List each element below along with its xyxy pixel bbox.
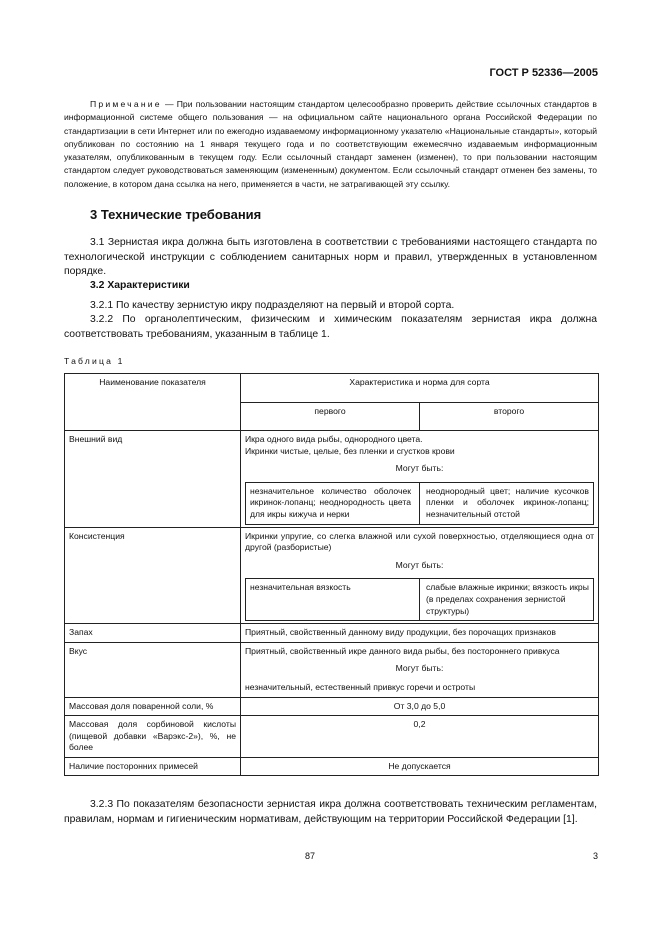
smell-value: Приятный, свойственный данному виду продукции, без порочащих признаков (241, 624, 599, 643)
standard-code: ГОСТ Р 52336—2005 (489, 67, 598, 79)
row-values (241, 642, 599, 697)
appearance-first: незначительное количество оболочек икринок-лопанц; неоднородность цвета для икры кижуча и нерки (246, 482, 420, 524)
appearance-second: неоднородный цвет; наличие кусочков пленки и оболочек икринок-лопанц; незначительный отстой (420, 482, 594, 524)
taste-common: Приятный, свойственный икре данного вида рыбы, без постороннего привкуса (245, 645, 560, 656)
row-name: Массовая доля поваренной соли, % (65, 697, 241, 716)
consistency-second: слабые влажные икринки; вязкость икры (в пределах сохранения зернистой структуры) (420, 579, 594, 621)
table-row (65, 624, 599, 643)
sorbic-value: 0,2 (241, 716, 599, 758)
paragraph-3-2-1: 3.2.1 По качеству зернистую икру подразделяют на первый и второй сорта. (90, 300, 455, 311)
table-caption: Таблица 1 (64, 356, 125, 366)
taste-may: Могут быть: (395, 663, 444, 674)
impurities-value: Не допускается (241, 757, 599, 776)
footer-page-number: 87 (305, 851, 316, 861)
note-label: Примечание (90, 99, 162, 109)
subsection-heading: 3.2 Характеристики (90, 280, 190, 291)
row-name: Запах (65, 624, 241, 643)
appearance-line-1: Икра одного вида рыбы, однородного цвета. (245, 434, 423, 444)
row-values (241, 431, 599, 528)
note-text: — При пользовании настоящим стандартом целесообразно проверить действие ссылочных стандартов в информационной системе общего пользования — на официальном сайте национального органа Российской Федерации по стандартизации в сети Интернет или по ежегодно издаваемому информационному указателю «Национальные стандарты», который опубликован по состоянию на 1 января текущего года и по соответствующим ежемесячно издаваемым информационным указателям, опубликованным в текущем году. Если ссылочный стандарт заменен (изменен), то при пользовании настоящим стандартом следует руководствоваться заменяющим (измененным) документом. Если ссылочный стандарт отменен без замены, то положение, в котором дана ссылка на него, применяется в части, не затрагивающей эту ссылку. (64, 99, 597, 189)
row-name: Массовая доля сорбиновой кислоты (пищевой добавки «Варэкс-2»), %, не более (65, 716, 241, 758)
row-name: Наличие посторонних примесей (65, 757, 241, 776)
table-row (65, 642, 599, 697)
row-name: Внешний вид (65, 431, 241, 528)
footer-sheet-number: 3 (592, 851, 598, 861)
paragraph-3-2-3: 3.2.3 По показателям безопасности зернистая икра должна соответствовать техническим регламентам, правилам, нормам и гигиеническим нормативам, действующим на территории Российской Федерации [1]. (64, 799, 597, 825)
note-paragraph (64, 98, 597, 191)
table-row (65, 527, 599, 624)
table-header-row (65, 374, 599, 403)
header-characteristic: Характеристика и норма для сорта (241, 374, 599, 403)
paragraph-3-1: 3.1 Зернистая икра должна быть изготовлена в соответствии с требованиями настоящего стандарта по технологической инструкции с соблюдением санитарных норм и правил, утвержденных в установленном порядке. (64, 237, 597, 278)
header-indicator: Наименование показателя (65, 374, 241, 431)
row-name: Консистенция (65, 527, 241, 624)
appearance-may: Могут быть: (395, 463, 444, 474)
table-row (65, 716, 599, 758)
appearance-line-2: Икринки чистые, целые, без пленки и сгустков крови (245, 445, 455, 456)
consistency-first: незначительная вязкость (246, 579, 420, 621)
taste-extra: незначительный, естественный привкус горечи и остроты (245, 681, 476, 692)
table-row (65, 431, 599, 528)
header-second-grade: второго (420, 402, 599, 431)
row-values (241, 527, 599, 624)
table-row (65, 757, 599, 776)
salt-value: От 3,0 до 5,0 (241, 697, 599, 716)
header-first-grade: первого (241, 402, 420, 431)
consistency-may: Могут быть: (395, 559, 444, 570)
requirements-table (64, 373, 599, 776)
section-heading: 3 Технические требования (90, 207, 262, 222)
paragraph-3-2-2: 3.2.2 По органолептическим, физическим и химическим показателям зернистая икра должна соответствовать требованиям, указанным в таблице 1. (64, 314, 597, 340)
consistency-common: Икринки упругие, со слегка влажной или сухой поверхностью, отделяющиеся одна от другой (разбористые) (245, 530, 595, 553)
row-name: Вкус (65, 642, 241, 697)
table-row (65, 697, 599, 716)
